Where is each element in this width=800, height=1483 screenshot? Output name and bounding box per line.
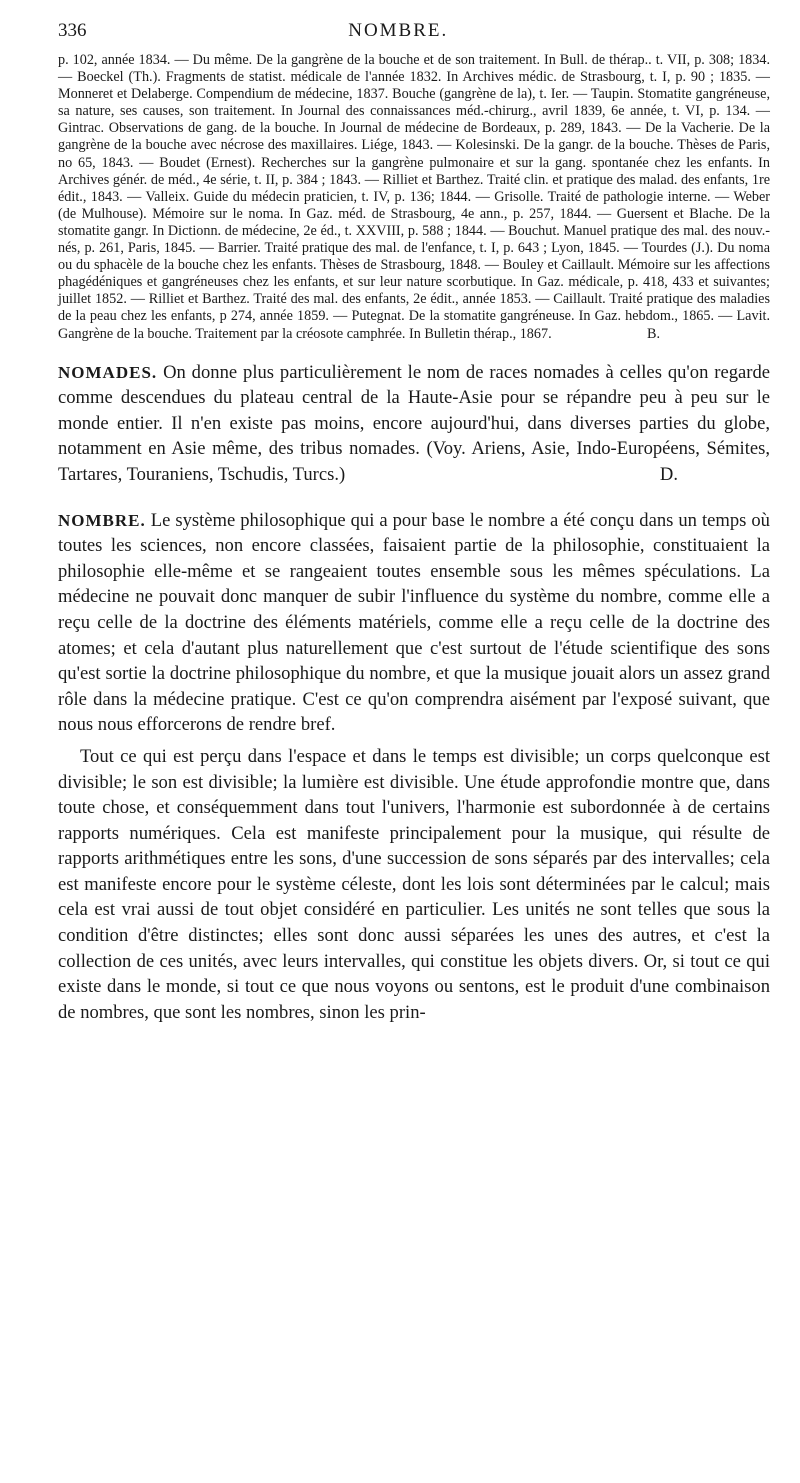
nomades-text: On donne plus particulièrement le nom de races nomades à celles qu'on regarde comme descendues du plateau central de la Haute-Asie pour se répandre peu à peu sur le monde entier. Il n'en existe pas moins, encore aujourd'hui, dans diverses parties du globe, notamment en Asie même, des tribus nomades. (Voy. Ariens, Asie, Indo-Européens, Sémites, Tartares, Touraniens, Tschudis, Turcs.)	[58, 361, 770, 485]
page-header	[58, 0, 770, 52]
nombre-paragraph-2: Tout ce qui est perçu dans l'espace et dans le temps est divisible; un corps quelconque est divisible; le son est divisible; la lumière est divisible. Une étude approfondie montre que, dans toute chose, et conséquemment dans tout l'univers, l'harmonie est subordonnée à de certains rapports numériques. Cela est manifeste principalement pour la musique, qui résulte de rapports arithmétiques entre les sons, d'une succession de sons séparés par des intervalles; cela est manifeste encore pour le système céleste, dont les lois sont déterminées par le calcul; mais cela est vrai aussi de tout objet considéré en particulier. Les unités ne sont telles que sous la condition d'être distinctes; elles sont donc aussi séparées les unes des autres, et c'est la collection de ces unités, avec leurs intervalles, qui constitue les objets divers. Or, si tout ce qui existe dans le monde, si tout ce que nous voyons ou sentons, est le produit d'une combinaison de nombres, que sont les nombres, sinon les prin-	[58, 745, 770, 1023]
entry-nomades	[58, 360, 770, 488]
nombre-paragraph-1: Le système philosophique qui a pour base le nombre a été conçu dans un temps où toutes les sciences, non encore classées, faisaient partie de la philosophie, constituaient la philosophie elle-même et se rangeaient toutes ensemble sous les mêmes spéculations. La médecine ne pouvait donc manquer de subir l'influence du système du nombre, comme elle a reçu celle de la doctrine des éléments matériels, comme elle a reçu celle de la doctrine des atomes; et cela d'autant plus naturellement que c'est surtout de l'étude scientifique des sons qu'est sortie la doctrine philosophique du nombre, et que la musique jouait alors un assez grand rôle dans la médecine pratique. C'est ce qu'on comprendra aisément par l'exposé suivant, que nous nous efforcerons de rendre bref.	[58, 509, 770, 736]
nomades-signature: D.	[659, 463, 678, 485]
nombre-paragraph-2-block	[58, 744, 770, 1026]
bibliography-signature: B.	[646, 325, 660, 342]
running-title: NOMBRE.	[348, 20, 449, 41]
entry-nombre	[58, 508, 770, 738]
bibliography-text: p. 102, année 1834. — Du même. De la gangrène de la bouche et de son traitement. In Bull. de thérap.. t. VII, p. 308; 1834. — Boeckel (Th.). Fragments de statist. médicale de l'année 1832. In Archives médic. de Strasbourg, t. I, p. 90 ; 1835. — Monneret et Delaberge. Compendium de médecine, 1837. Bouche (gangrène de la), t. Ier. — Taupin. Stomatite gangréneuse, sa nature, ses causes, son traitement. In Journal des connaissances méd.-chirurg., avril 1839, 6e année, t. VI, p. 134. — Gintrac. Observations de gang. de la bouche. In Journal de médecine de Bordeaux, p. 289, 1843. — De la Vacherie. De la gangrène de la bouche avec nécrose des maxillaires. Liége, 1843. — Kolesinski. De la gangr. de la bouche. Thèses de Paris, no 65, 1843. — Boudet (Ernest). Recherches sur la gangrène pulmonaire et sur la gang. spontanée chez les enfants. In Archives génér. de méd., 4e série, t. II, p. 384 ; 1843. — Rilliet et Barthez. Traité clin. et pratique des malad. des enfants, 1re édit., 1843. — Valleix. Guide du médecin praticien, t. IV, p. 136; 1844. — Grisolle. Traité de pathologie interne. — Weber (de Mulhouse). Mémoire sur le noma. In Gaz. méd. de Strasbourg, 4e ann., p. 257, 1844. — Guersent et Blache. De la stomatite gangr. In Dictionn. de médecine, 2e éd., t. XXVIII, p. 588 ; 1844. — Bouchut. Manuel pratique des mal. des nouv.-nés, p. 261, Paris, 1845. — Barrier. Traité pratique des mal. de l'enfance, t. I, p. 643 ; Lyon, 1845. — Tourdes (J.). Du noma ou du sphacèle de la bouche chez les enfants. Thèses de Strasbourg, 1848. — Bouley et Caillault. Mémoire sur les affections phagédéniques et gangréneuses chez les enfants, et sur leur nature scorbutique. In Gaz. médicale, p. 418, 433 et suivantes; juillet 1852. — Rilliet et Barthez. Traité des mal. des enfants, 2e édit., année 1853. — Caillault. Traité pratique des maladies de la peau chez les enfants, p 274, année 1859. — Putegnat. De la stomatite gangréneuse. In Gaz. hebdom., 1865. — Lavit. Gangrène de la bouche. Traitement par la créosote camphrée. In Bulletin thérap., 1867.	[58, 52, 770, 342]
bibliography-block	[58, 52, 770, 343]
headword-nombre: NOMBRE.	[58, 510, 146, 530]
page-number: 336	[58, 20, 87, 41]
headword-nomades: NOMADES.	[58, 362, 158, 382]
